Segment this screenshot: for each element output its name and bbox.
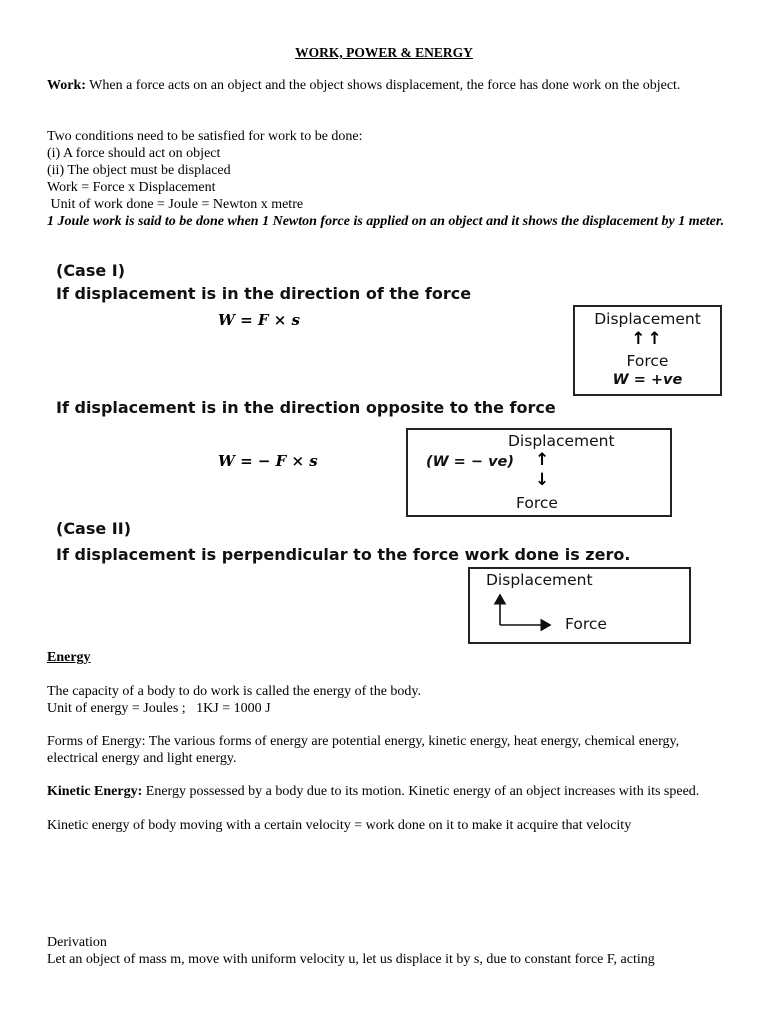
energy-heading: Energy bbox=[47, 650, 91, 665]
box1-force-label: Force bbox=[626, 352, 669, 370]
energy-definition-block bbox=[47, 683, 727, 717]
box3-displacement-label: Displacement bbox=[486, 571, 593, 589]
kinetic-energy-label: Kinetic Energy: bbox=[47, 784, 143, 799]
kinetic-energy-velocity: Kinetic energy of body moving with a certain velocity = work done on it to make it acquire that velocity bbox=[47, 818, 632, 833]
case2-heading: (Case II) bbox=[56, 519, 132, 538]
box3-force-label: Force bbox=[565, 615, 607, 633]
condition-item-2: (ii) The object must be displaced bbox=[47, 163, 231, 178]
derivation-text: Let an object of mass m, move with uniform velocity u, let us displace it by s, due to constant force F, acting bbox=[47, 952, 655, 967]
conditions-section bbox=[47, 128, 727, 230]
conditions-intro: Two conditions need to be satisfied for work to be done: bbox=[47, 129, 363, 144]
derivation-heading: Derivation bbox=[47, 935, 107, 950]
condition-item-1: (i) A force should act on object bbox=[47, 146, 221, 161]
box1-result: W = +ve bbox=[612, 372, 683, 388]
work-label: Work: bbox=[47, 78, 86, 93]
box2-down-arrow-icon: ↓ bbox=[535, 470, 550, 490]
opposite-statement: If displacement is in the direction opposite to the force bbox=[56, 398, 556, 417]
work-formula: Work = Force x Displacement bbox=[47, 180, 216, 195]
page-title: WORK, POWER & ENERGY bbox=[295, 45, 473, 60]
case1-heading: (Case I) bbox=[56, 261, 126, 280]
work-unit: Unit of work done = Joule = Newton x metre bbox=[47, 197, 304, 212]
box-zero-work bbox=[468, 567, 691, 644]
case1-equation: W = F × s bbox=[218, 311, 300, 329]
case2-statement: If displacement is perpendicular to the force work done is zero. bbox=[56, 545, 631, 564]
box2-displacement-label: Displacement bbox=[508, 432, 615, 450]
energy-unit: Unit of energy = Joules ; 1KJ = 1000 J bbox=[47, 701, 271, 716]
opposite-equation: W = − F × s bbox=[218, 452, 318, 470]
work-definition: When a force acts on an object and the object shows displacement, the force has done work on the object. bbox=[85, 78, 681, 93]
box2-result: (W = − ve) bbox=[426, 454, 514, 470]
case1-statement: If displacement is in the direction of the force bbox=[56, 284, 472, 303]
box1-double-up-arrow-icon: ↑↑ bbox=[631, 329, 664, 349]
work-paragraph bbox=[47, 77, 727, 94]
kinetic-energy-definition: Energy possessed by a body due to its motion. Kinetic energy of an object increases with its speed. bbox=[142, 784, 700, 799]
forms-of-energy: Forms of Energy: The various forms of energy are potential energy, kinetic energy, heat energy, chemical energy, electrical energy and light energy. bbox=[47, 734, 680, 766]
box2-force-label: Force bbox=[516, 494, 558, 512]
box2-up-arrow-icon: ↑ bbox=[535, 450, 550, 470]
box-negative-work bbox=[406, 428, 672, 517]
energy-definition: The capacity of a body to do work is called the energy of the body. bbox=[47, 684, 421, 699]
box1-displacement-label: Displacement bbox=[594, 310, 701, 328]
kinetic-energy-paragraph bbox=[47, 783, 727, 800]
box-positive-work bbox=[573, 305, 722, 396]
joule-definition: 1 Joule work is said to be done when 1 Newton force is applied on an object and it shows the displacement by 1 meter. bbox=[47, 214, 725, 229]
